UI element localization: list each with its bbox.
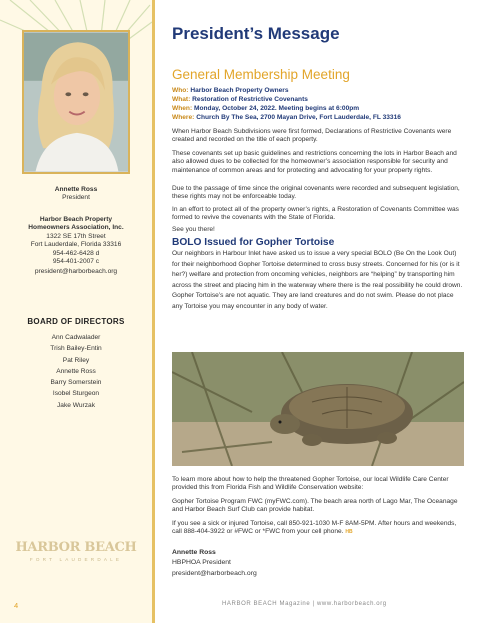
org-line1: Harbor Beach Property [39,216,113,223]
who-label: Who: [172,87,189,94]
harbor-beach-logo [14,541,138,562]
what-row [172,96,308,104]
board-list [0,332,152,411]
where-label: Where: [172,114,195,121]
signature-block [172,548,257,579]
where-row [172,114,401,122]
board-title: BOARD OF DIRECTORS [27,317,125,326]
board-member: Jake Wurzak [57,401,95,409]
president-email-link[interactable]: president@harborbeach.org [34,268,118,276]
board-member: Isobel Sturgeon [52,390,100,398]
hb-end-mark: HB [345,529,353,536]
where-value: Church By The Sea, 2700 Mayan Drive, Fort Lauderdale, FL 33316 [196,114,401,121]
bolo-text: Our neighbors in Harbour Inlet have asked us to issue a very special BOLO (Be On the Look Out) for their neighborhood Gopher Tortoise determined to cross busy streets. Concerned for his (or is it her?) welfare and protection from oncoming vehicles, neighbors are “helping” by transporting him across the street and placing him in the waterway where there is the real possibility he could drown. Gopher Tortoise’s are not aquatic. They are land creatures and do not swim. Please do not place any Tortoise you may encounter in any body of water. [172,250,463,310]
signature-name: Annette Ross [172,549,216,556]
when-value: Monday, October 24, 2022. Meeting begins at 6:00pm [194,105,360,112]
logo-subtitle: FORT LAUDERDALE [29,557,123,562]
paragraph-8: If you see a sick or injured Tortoise, call 850-921-1030 M-F 8AM-5PM. After hours and weekends, call 888-404-3922 or #FWC or *FWC from your cell phone. [172,520,457,536]
when-label: When: [172,105,193,112]
bolo-heading: BOLO Issued for Gopher Tortoise [172,237,335,248]
board-member: Ann Cadwalader [51,334,101,341]
who-value: Harbor Beach Property Owners [190,87,289,94]
address-line1: 1322 SE 17th Street [46,232,106,240]
what-label: What: [172,96,191,103]
address-line2: Fort Lauderdale, Florida 33316 [30,241,122,249]
who-row [172,87,289,95]
paragraph-4: In an effort to protect all of the property owner’s rights, a Restoration of Covenants Committee was formed to revive the covenants with the State of Florida. [172,206,459,222]
paragraph-7: Gopher Tortoise Program FWC (myFWC.com). The beach area north of Lago Mar, The Oceanage and Harbor Beach Surf Club can provide habitat. [172,498,458,514]
paragraph-1: When Harbor Beach Subdivisions were first formed, Declarations of Restrictive Covenants were created and recorded on the title of each property. [172,128,452,144]
board-member: Barry Somerstein [50,379,102,387]
tortoise-image [172,352,464,466]
board-member: Annette Ross [56,367,96,375]
paragraph-5: See you there! [172,226,215,233]
paragraph-3: Due to the passage of time since the original covenants were recorded and subsequent legislation, these rights may not be enforceable today. [172,185,460,201]
gold-divider [152,0,155,623]
president-name: Annette Ross [54,186,98,193]
portrait-image [24,32,128,172]
board-member: Pat Riley [62,356,90,364]
board-member: Trish Bailey-Entin [50,345,102,353]
paragraph-8-wrap [172,520,464,537]
paragraph-6: To learn more about how to help the threatened Gopher Tortoise, our local Wildlife Care Center provided this from Florida Fish and Wildlife Conservation website: [172,476,449,492]
when-row [172,105,359,113]
gopher-tortoise-photo [172,352,464,466]
paragraph-2: These covenants set up basic guidelines and restrictions concerning the lots in Harbor Beach and also allowed dues to be collected for the homeowner’s association responsible for security and maintenance of common areas and for protecting and advocating for your property rights. [172,150,457,174]
page-title: President’s Message [172,24,340,43]
logo-wordmark: HARBOR BEACH [15,540,137,555]
president-photo [22,30,130,174]
president-role: President [62,194,90,202]
signature-title: HBPHOA President [172,559,231,567]
phone-desk: 954-462-6428 d [52,249,100,257]
page-number: 4 [14,601,19,610]
what-value: Restoration of Restrictive Covenants [192,96,308,103]
footer-text: HARBOR BEACH Magazine | www.harborbeach.org [222,601,387,607]
signature-email-link[interactable]: president@harborbeach.org [172,569,257,577]
sidebar [0,0,152,623]
org-line2: Homeowners Association, Inc. [28,224,124,232]
meeting-heading: General Membership Meeting [172,67,350,82]
phone-cell: 954-401-2007 c [52,258,100,266]
